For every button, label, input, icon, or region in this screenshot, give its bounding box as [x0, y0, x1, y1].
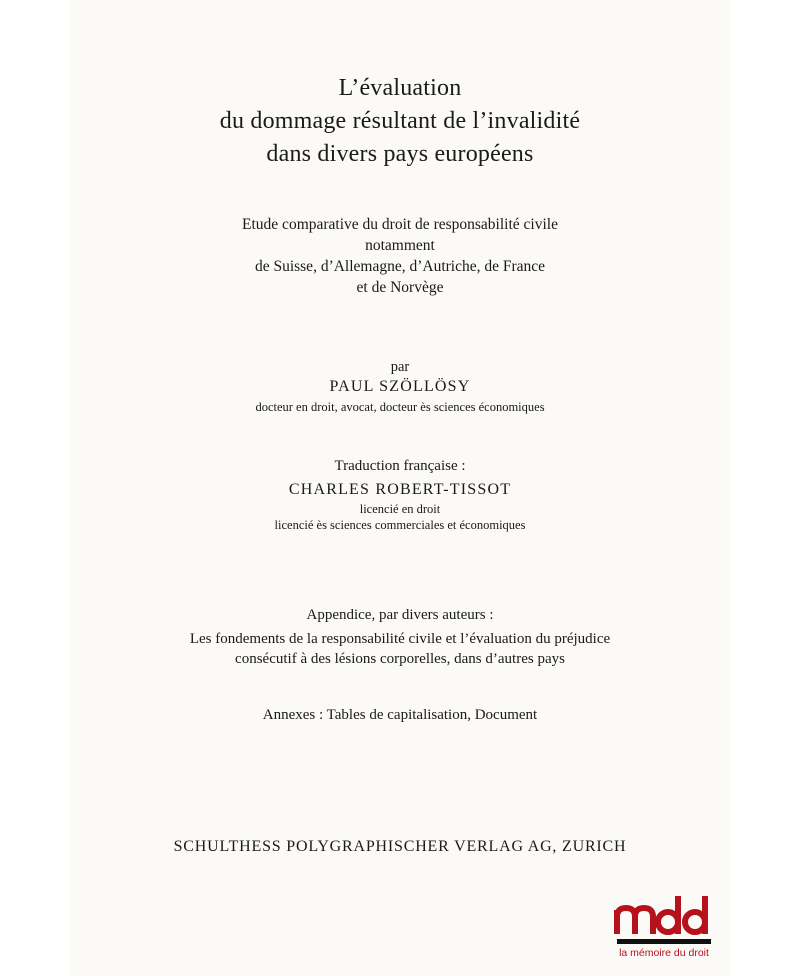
- translator-credential-2: licencié ès sciences commerciales et économiques: [274, 518, 526, 532]
- translator-name: CHARLES ROBERT-TISSOT: [288, 481, 512, 498]
- author-name: PAUL SZÖLLÖSY: [329, 378, 471, 395]
- publisher: SCHULTHESS POLYGRAPHISCHER VERLAG AG, ZURICH: [173, 838, 627, 855]
- subtitle-line-2: notamment: [365, 237, 435, 254]
- author-credentials: docteur en droit, avocat, docteur ès sciences économiques: [255, 400, 545, 414]
- appendix-text: [70, 629, 730, 669]
- subtitle-line-3: de Suisse, d’Allemagne, d’Autriche, de France: [254, 258, 546, 275]
- annexes: Annexes : Tables de capitalisation, Document: [262, 707, 538, 723]
- book-title-page: [70, 0, 730, 976]
- translation-label: Traduction française :: [334, 458, 466, 474]
- mdd-logo-mark-icon: [614, 890, 714, 946]
- title-line-3: dans divers pays européens: [266, 141, 534, 167]
- logo-caption: la mémoire du droit: [619, 947, 709, 959]
- book-subtitle: [70, 214, 730, 298]
- appendix-label: Appendice, par divers auteurs :: [306, 607, 494, 623]
- appendix-line-1: Les fondements de la responsabilité civile et l’évaluation du préjudice: [189, 631, 611, 647]
- mdd-logo: [614, 890, 714, 960]
- translator-credential-1: licencié en droit: [359, 502, 441, 516]
- author-by: par: [390, 359, 410, 375]
- appendix-line-2: consécutif à des lésions corporelles, dans d’autres pays: [235, 651, 565, 667]
- title-line-1: L’évaluation: [338, 75, 462, 101]
- book-title: [70, 72, 730, 171]
- subtitle-line-4: et de Norvège: [356, 279, 444, 296]
- subtitle-line-1: Etude comparative du droit de responsabilité civile: [242, 216, 558, 233]
- translator-credentials: [70, 501, 730, 533]
- title-line-2: du dommage résultant de l’invalidité: [219, 108, 581, 134]
